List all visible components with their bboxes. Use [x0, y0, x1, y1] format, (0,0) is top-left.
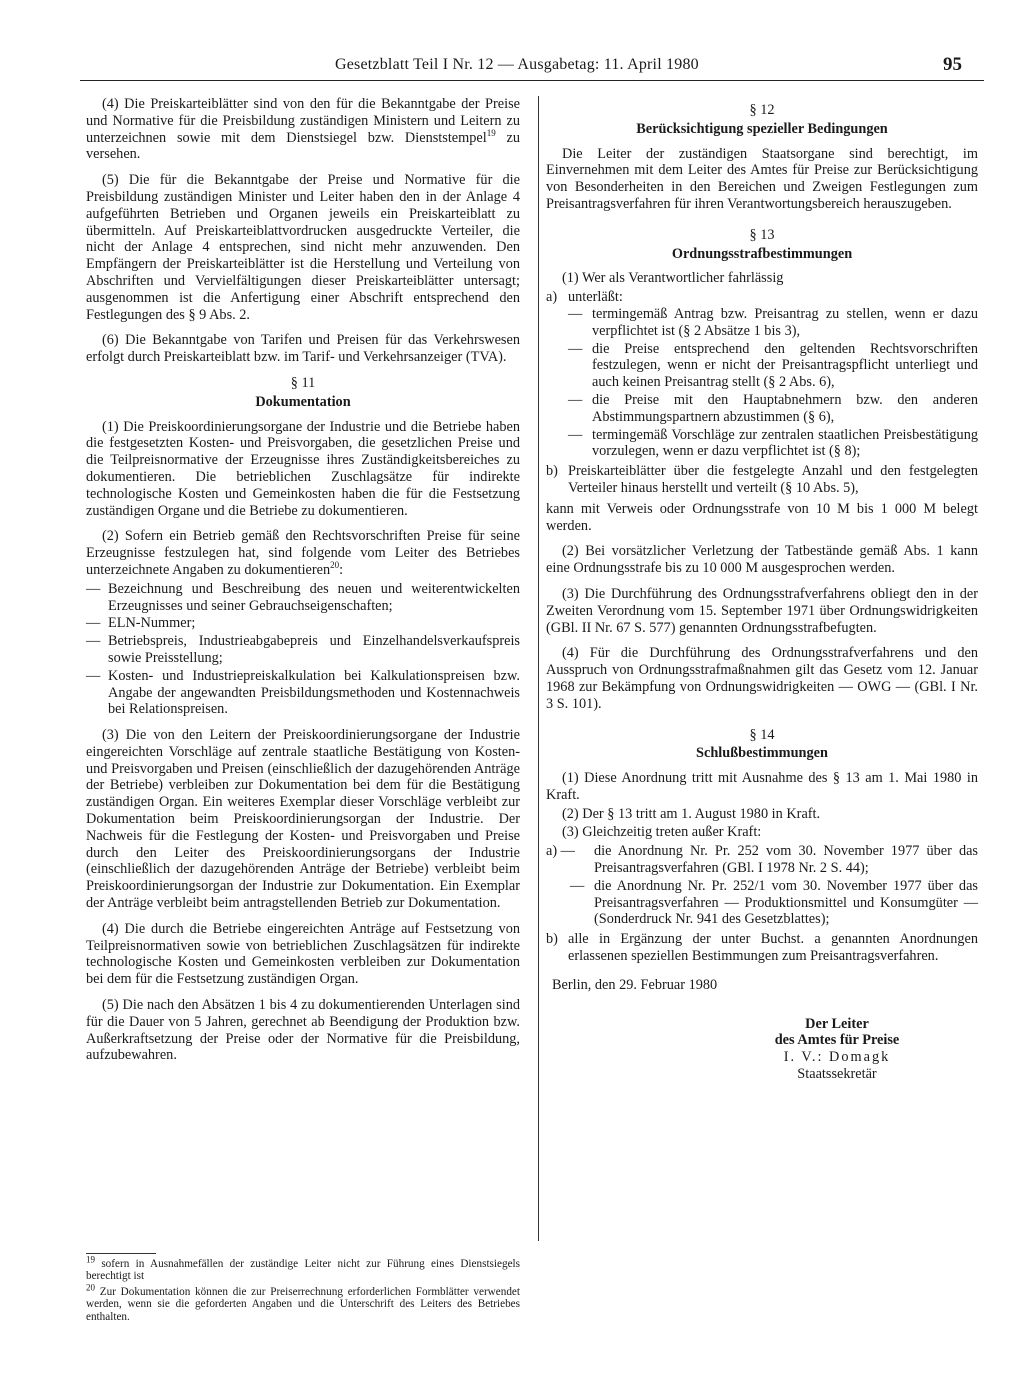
signature-block	[696, 1016, 978, 1083]
footnote-ref-20: 20	[330, 560, 340, 571]
footnote-20	[86, 1282, 520, 1323]
list-item: — die Anordnung Nr. Pr. 252/1 vom 30. November 1977 über das Preisantragsverfahren — Produktionsmittel und Konsumgüter — (Sonderdruck Nr. 941 des Gesetzblattes);	[570, 877, 978, 928]
list-item: — Kosten- und Industriepreiskalkulation bei Kalkulationspreisen bzw. Angabe der angewandten Preisbildungsmethoden und Kostennachweis bei Relationspreisen.	[86, 667, 520, 718]
list-item-text: Bezeichnung und Beschreibung des neuen und weiterentwickelten Erzeugnisses und seiner Gebrauchseigenschaften;	[108, 580, 520, 614]
section-title-14: Schlußbestimmungen	[696, 745, 828, 762]
paragraph-p4	[86, 96, 520, 163]
item-label: a)	[546, 289, 558, 306]
right-column	[546, 96, 978, 1083]
s13-paragraph-2: (2) Bei vorsätzlicher Verletzung der Tatbestände gemäß Abs. 1 kann eine Ordnungsstrafe bis zu 10 000 M ausgesprochen werden.	[546, 543, 978, 577]
list-item-text: die Preise entsprechend den geltenden Rechtsvorschriften festzulegen, wenn er nicht der Preisantragspflicht unterliegt und auch keinen Preisantrag stellt (§ 2 Abs. 6),	[592, 340, 978, 391]
s13-item-a	[546, 289, 978, 461]
list-item: — Bezeichnung und Beschreibung des neuen und weiterentwickelten Erzeugnisses und seiner Gebrauchseigenschaften;	[86, 580, 520, 614]
s11-paragraph-3: (3) Die von den Leitern der Preiskoordinierungsorgane der Industrie eingereichten Vorschläge auf zentrale staatliche Bestätigung von Kosten- und Preisvorgaben und Preisen (einschließlich der dazugehörenden Anträge der Betriebe) verbleiben zur Dokumentation bei dem für die Bestätigung zuständigen Organ. Ein weiteres Exemplar dieser Vorschläge verbleibt zur Dokumentation beim Preiskoordinierungsorgan der Industrie. Der Nachweis für die Festlegung der Kosten- und Preisvorgaben und Preise durch den Leiter des Preiskoordinierungsorgans der Industrie (einschließlich der dazugehörenden Anträge der Betriebe) verbleibt beim Preiskoordinierungsorgan der Industrie zur Dokumentation. Ein Exemplar der Anträge verbleibt beim antragstellenden Betrieb zur Dokumentation.	[86, 727, 520, 912]
list-item-text: Kosten- und Industriepreiskalkulation bei Kalkulationspreisen bzw. Angabe der angewandten Preisbildungsmethoden und Kostennachweis bei Relationspreisen.	[108, 667, 520, 718]
header-rule	[80, 80, 984, 81]
footnote-text: Zur Dokumentation können die zur Preiserrechnung erforderlichen Formblätter verwendet werden, wenn sie die geforderten Angaben und die Unterschrift des Leiters des Betriebes enthalten.	[86, 1285, 520, 1323]
item-text: alle in Ergänzung der unter Buchst. a genannten Anordnungen erlassenen speziellen Bestimmungen zum Preisantragsverfahren.	[568, 931, 978, 965]
paragraph-text: (2) Sofern ein Betrieb gemäß den Rechtsvorschriften Preise für seine Erzeugnisse festzulegen hat, sind folgende vom Leiter des Betriebes unterzeichnete Angaben zu dokumentieren	[86, 528, 520, 578]
header-title: Gesetzblatt Teil I Nr. 12 — Ausgabetag: 11. April 1980	[335, 56, 699, 73]
footnotes	[86, 1254, 520, 1326]
s13-item-b	[546, 463, 978, 497]
s14-paragraph-1: (1) Diese Anordnung tritt mit Ausnahme des § 13 am 1. Mai 1980 in Kraft.	[546, 770, 978, 803]
left-column	[86, 96, 520, 1073]
s13-paragraph-4: (4) Für die Durchführung des Ordnungsstrafverfahrens und den Ausspruch von Ordnungsstrafmaßnahmen gilt das Gesetz vom 12. Januar 1968 zur Bekämpfung von Ordnungswidrigkeiten — OWG — (GBl. I Nr. 3 S. 101).	[546, 645, 978, 712]
section-number-14: § 14	[749, 726, 775, 743]
footnote-rule	[86, 1253, 156, 1254]
paragraph-p6: (6) Die Bekanntgabe von Tarifen und Preisen für das Verkehrswesen erfolgt durch Preiskarteiblatt bzw. im Tarif- und Verkehrsanzeiger (TVA).	[86, 332, 520, 366]
section-number-12: § 12	[749, 102, 775, 118]
footnote-19	[86, 1254, 520, 1283]
signature-office: des Amtes für Preise	[774, 1032, 900, 1049]
s13-paragraph-1: (1) Wer als Verantwortlicher fahrlässig	[562, 270, 784, 287]
list-item-text: termingemäß Antrag bzw. Preisantrag zu stellen, wenn er dazu verpflichtet ist (§ 2 Absätze 1 bis 3),	[592, 305, 978, 339]
s13-paragraph-3: (3) Die Durchführung des Ordnungsstrafverfahrens obliegt den in der Zweiten Verordnung vom 15. September 1971 über Ordnungswidrigkeiten (GBl. II Nr. 67 S. 577) genannten Ordnungsstrafbefugten.	[546, 585, 978, 636]
page-number: 95	[943, 54, 962, 75]
item-text: Preiskarteiblätter über die festgelegte Anzahl und den festgelegten Verteiler hinaus herstellt und verteilt (§ 10 Abs. 5),	[568, 463, 978, 496]
s11-paragraph-5: (5) Die nach den Absätzen 1 bis 4 zu dokumentierenden Unterlagen sind für die Dauer von 5 Jahren, gerechnet ab Beendigung der Produktion bzw. Außerkraftsetzung der Preise oder der Normative für die Preisbildung, aufzubewahren.	[86, 997, 520, 1064]
list-item-text: Betriebspreis, Industrieabgabepreis und Einzelhandelsverkaufspreis sowie Preisstellung;	[108, 633, 520, 666]
s11-paragraph-1: (1) Die Preiskoordinierungsorgane der Industrie und die Betriebe haben die festgesetzten Kosten- und Preisvorgaben, die gesetzlichen Preise und die Teilpreisnormative der Erzeugnisse ihres Zuständigkeitsbereiches zu dokumentieren. Die betrieblichen Zuschlagsätze für indirekte technologische Kosten und Gemeinkosten haben die für die Festsetzung zuständigen Organe und die Betriebe zu dokumentieren.	[86, 418, 520, 519]
signature-role: Staatssekretär	[797, 1066, 877, 1083]
section-title-11: Dokumentation	[255, 393, 351, 410]
list-item: — die Preise entsprechend den geltenden Rechtsvorschriften festzulegen, wenn er nicht der Preisantragspflicht unterliegt und auch keinen Preisantrag stellt (§ 2 Abs. 6),	[568, 340, 978, 391]
s11-paragraph-4: (4) Die durch die Betriebe eingereichten Anträge auf Festsetzung von Teilpreisnormativen sowie von betrieblichen Zuschlagsätzen für indirekte technologische Kosten und Gemeinkosten verbleiben zur Dokumentation bei dem für die Festsetzung zuständigen Organ.	[86, 920, 520, 988]
s14-paragraph-3: (3) Gleichzeitig treten außer Kraft:	[562, 824, 762, 841]
footnote-number: 20	[86, 1282, 95, 1293]
s14-item-a	[546, 843, 978, 929]
item-text: unterläßt:	[568, 289, 623, 306]
list-item: — termingemäß Antrag bzw. Preisantrag zu stellen, wenn er dazu verpflichtet ist (§ 2 Absätze 1 bis 3),	[568, 305, 978, 339]
paragraph-text: :	[339, 561, 344, 578]
section-title-13: Ordnungsstrafbestimmungen	[671, 245, 853, 262]
column-divider	[538, 96, 539, 1241]
list-item-text: die Anordnung Nr. Pr. 252/1 vom 30. November 1977 über das Preisantragsverfahren — Produktionsmittel und Konsumgüter — (Sonderdruck Nr. 941 des Gesetzblattes);	[594, 877, 978, 928]
section-number-11: § 11	[290, 374, 316, 391]
list-item: — termingemäß Vorschläge zur zentralen staatlichen Preisbestätigung vorzulegen, wenn er dazu verpflichtet ist (§ 8);	[568, 426, 978, 460]
list-item: — ELN-Nummer;	[86, 615, 520, 632]
s13-paragraph-1-end: kann mit Verweis oder Ordnungsstrafe von 10 M bis 1 000 M belegt werden.	[546, 500, 978, 534]
paragraph-text: (4) Die Preiskarteiblätter sind von den für die Bekanntgabe der Preise und Normative für die Preisbildung zuständigen Ministern und Leitern zu unterzeichnen sowie mit dem Dienstsiegel bzw. Dienststempel	[86, 96, 520, 146]
footnote-number: 19	[86, 1254, 95, 1265]
item-label: b)	[546, 931, 558, 948]
list-item-text: ELN-Nummer;	[108, 615, 196, 632]
paragraph-p5: (5) Die für die Bekanntgabe der Preise und Normative für die Preisbildung zuständigen Minister und Leiter haben den in der Anlage 4 aufgeführten Betrieben und Organen jeweils ein Preiskarteiblatt zu übermitteln. Auf Preiskarteiblattvordrucken ausgedruckte Verteiler, die nicht der Anlage 4 entsprechen, sind nicht mehr anzuwenden. Den Empfängern der Preiskarteiblätter ist die Herstellung und Verteilung von Abschriften und Vervielfältigungen dieser Preiskarteiblätter untersagt; ausgenommen ist die Anfertigung einer Abschrift entsprechend den Festlegungen des § 9 Abs. 2.	[86, 172, 520, 323]
section-number-13: § 13	[749, 226, 775, 243]
s14-paragraph-2: (2) Der § 13 tritt am 1. August 1980 in Kraft.	[562, 805, 821, 822]
list-item-text: die Preise mit den Hauptabnehmern bzw. den anderen Abstimmungspartnern abzustimmen (§ 6),	[592, 391, 978, 425]
page-header	[80, 56, 984, 78]
s11-paragraph-2	[86, 528, 520, 578]
list-item: — Betriebspreis, Industrieabgabepreis und Einzelhandelsverkaufspreis sowie Preisstellung;	[86, 633, 520, 666]
item-label: a) —	[546, 843, 575, 860]
paragraph-text: zu versehen.	[86, 129, 520, 163]
footnote-text: sofern in Ausnahmefällen der zuständige Leiter nicht zur Führung eines Dienstsiegels berechtigt ist	[86, 1258, 520, 1283]
list-item-text: die Anordnung Nr. Pr. 252 vom 30. November 1977 über das Preisantragsverfahren (GBl. I 1978 Nr. 2 S. 44);	[594, 843, 978, 877]
signature-name: I. V.: Domagk	[783, 1049, 891, 1066]
list-item: — die Preise mit den Hauptabnehmern bzw. den anderen Abstimmungspartnern abzustimmen (§ 6),	[568, 391, 978, 425]
footnote-ref-19: 19	[486, 127, 496, 138]
signature-title: Der Leiter	[805, 1015, 869, 1032]
section-title-12: Berücksichtigung spezieller Bedingungen	[636, 120, 888, 137]
list-item-text: termingemäß Vorschläge zur zentralen staatlichen Preisbestätigung vorzulegen, wenn er dazu verpflichtet ist (§ 8);	[592, 426, 978, 460]
s14-item-b	[546, 931, 978, 965]
s12-paragraph: Die Leiter der zuständigen Staatsorgane sind berechtigt, im Einvernehmen mit dem Leiter des Amtes für Preise zur Berücksichtigung von Besonderheiten in den Bereichen und Zweigen Festlegungen zum Preisantragsverfahren für ihren Verantwortungsbereich herauszugeben.	[546, 145, 978, 212]
place-date: Berlin, den 29. Februar 1980	[552, 976, 718, 993]
item-label: b)	[546, 463, 558, 480]
